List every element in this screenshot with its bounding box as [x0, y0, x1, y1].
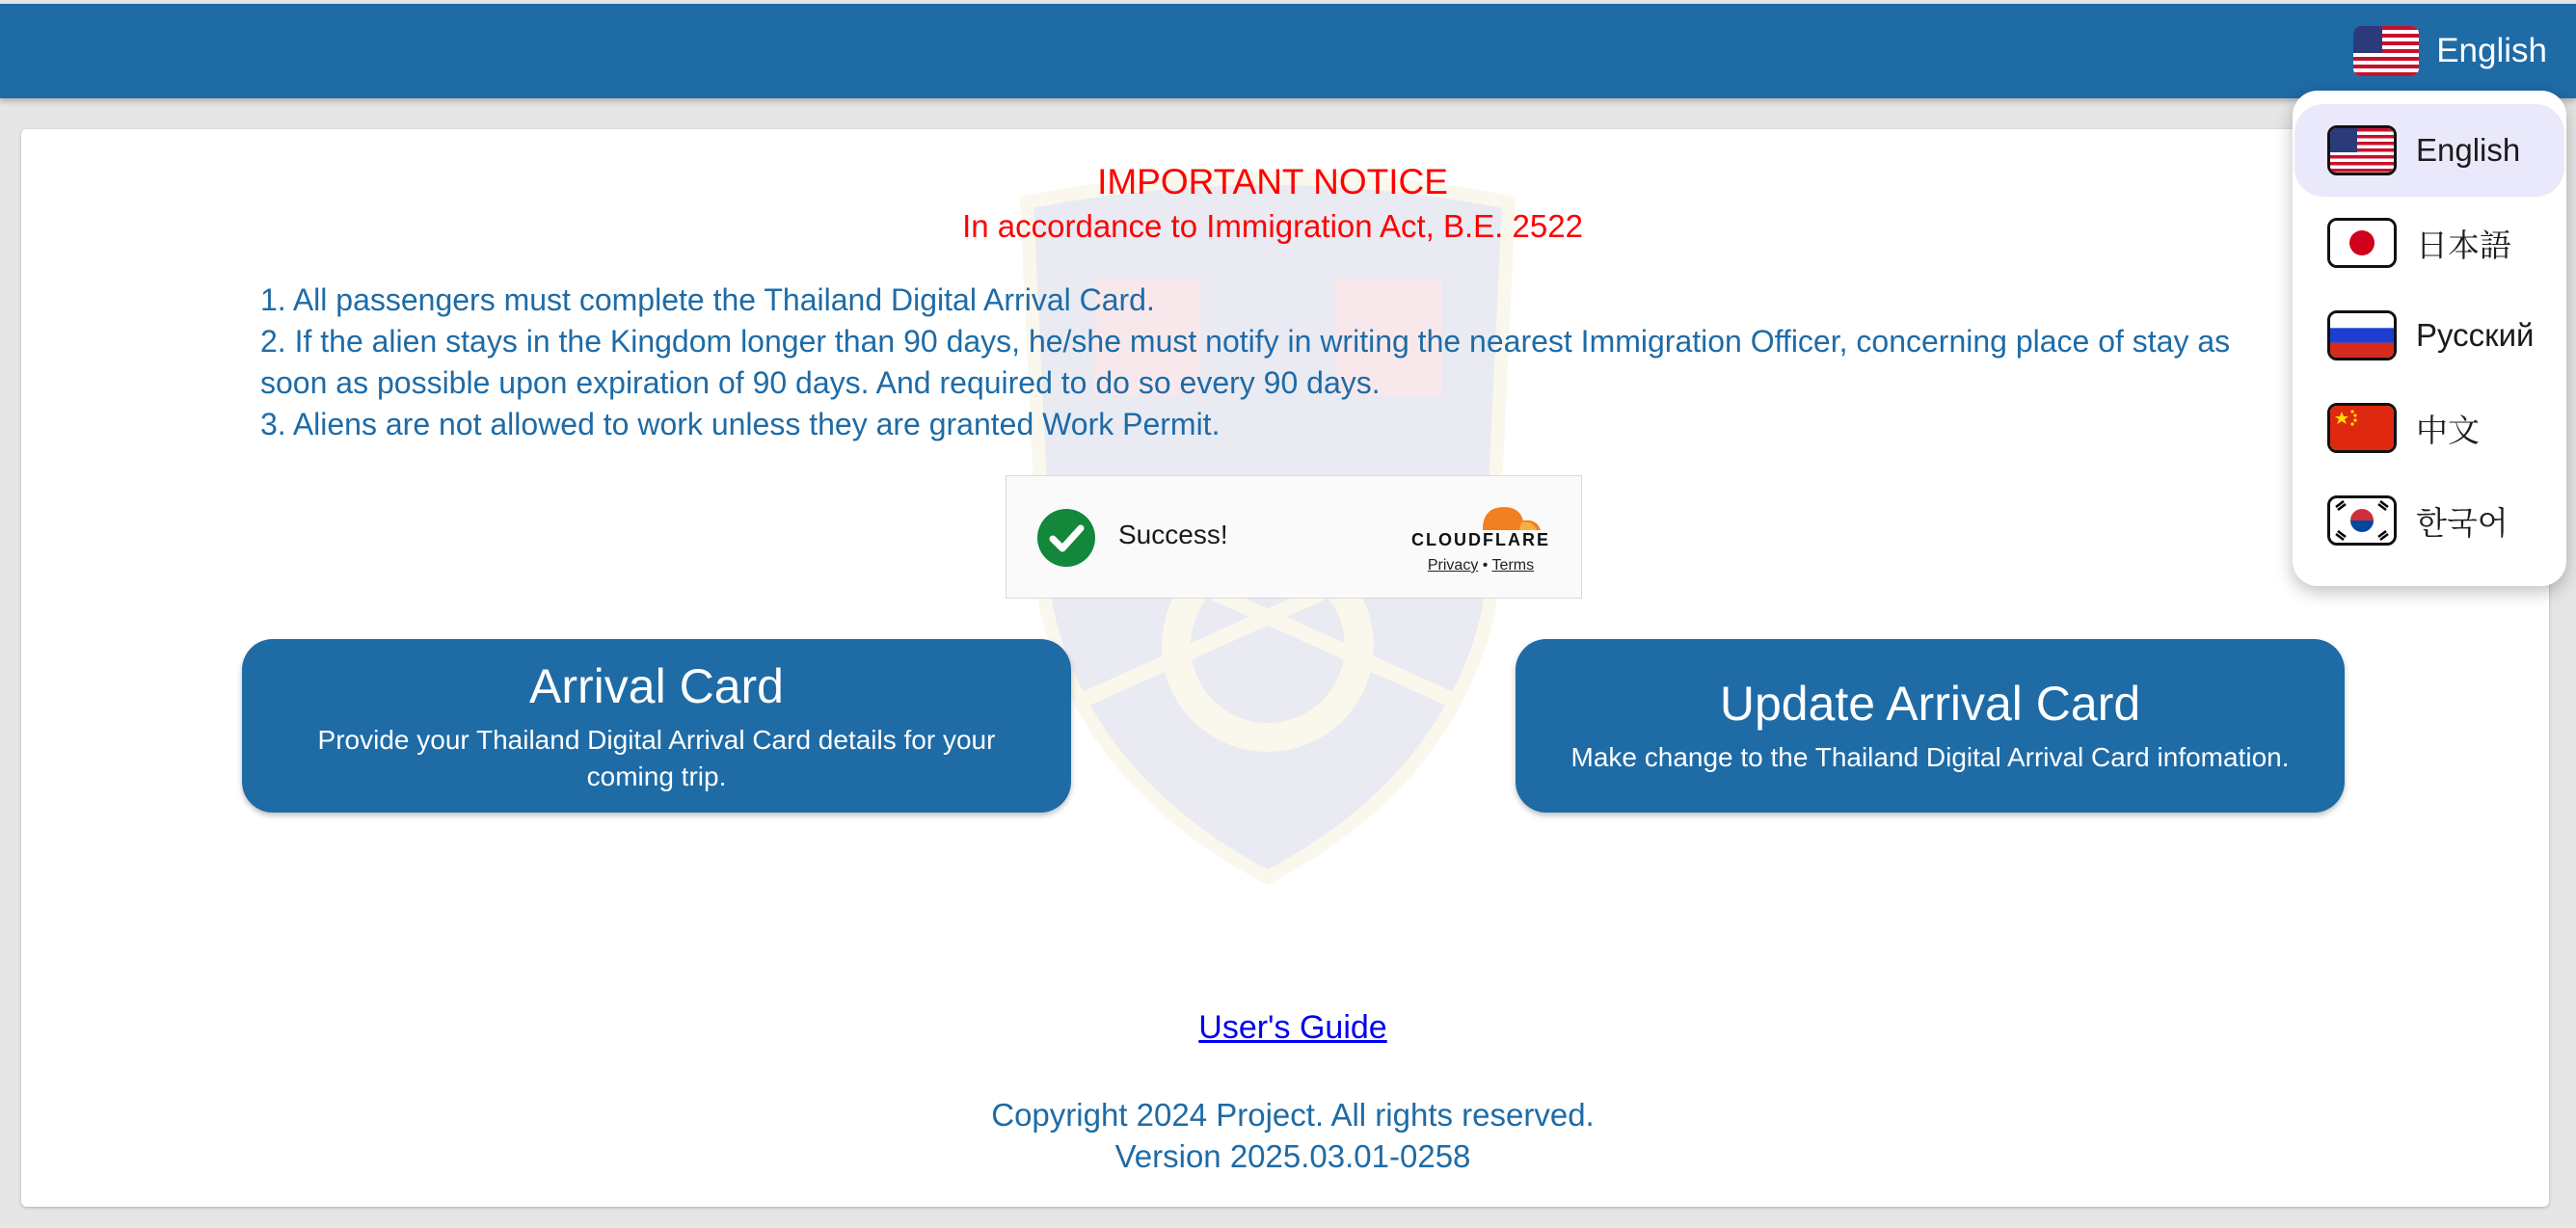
captcha-widget[interactable] — [1006, 475, 1582, 599]
language-selector[interactable] — [2353, 4, 2547, 98]
link-separator: • — [1482, 557, 1489, 574]
rule-item: 2. If the alien stays in the Kingdom longer than 90 days, he/she must notify in writing the nearest Immigration Officer, concerning place of stay as soon as possible upon expiration of 90 days. And required to do so every 90 days. — [260, 324, 2231, 400]
update-arrival-card-description: Make change to the Thailand Digital Arrival Card infomation. — [1570, 742, 2290, 772]
russia-flag-icon — [2327, 310, 2397, 360]
update-arrival-card-title: Update Arrival Card — [1719, 677, 2141, 731]
success-check-icon — [1037, 509, 1095, 567]
privacy-link[interactable]: Privacy — [1427, 557, 1479, 574]
notice-subtitle: In accordance to Immigration Act, B.E. 2522 — [962, 208, 1583, 244]
captcha-links — [1408, 557, 1554, 574]
terms-link[interactable]: Terms — [1491, 557, 1535, 574]
arrival-card-title: Arrival Card — [529, 659, 784, 713]
arrival-card-description: Provide your Thailand Digital Arrival Card details for your coming trip. — [317, 725, 996, 791]
cloudflare-logo-text: CLOUDFLARE — [1411, 530, 1550, 549]
version-text: Version 2025.03.01-0258 — [1114, 1138, 1471, 1174]
language-option-korean[interactable] — [2294, 474, 2564, 567]
language-option-english[interactable] — [2294, 104, 2564, 197]
arrival-card-button[interactable] — [242, 639, 1071, 813]
language-option-label: 日本語 — [2416, 227, 2511, 263]
korea-flag-icon — [2327, 495, 2397, 546]
rule-item: 3. Aliens are not allowed to work unless they are granted Work Permit. — [260, 407, 1221, 441]
language-option-label: 한국어 — [2416, 504, 2509, 541]
rule-item: 1. All passengers must complete the Thailand Digital Arrival Card. — [260, 282, 1155, 317]
us-flag-icon — [2353, 26, 2419, 76]
language-option-russian[interactable] — [2294, 289, 2564, 382]
china-flag-icon — [2327, 403, 2397, 453]
language-option-japanese[interactable] — [2294, 197, 2564, 289]
language-option-chinese[interactable] — [2294, 382, 2564, 474]
notice-title: IMPORTANT NOTICE — [1097, 162, 1448, 201]
captcha-status: Success! — [1118, 520, 1228, 549]
update-arrival-card-button[interactable] — [1516, 639, 2345, 813]
rules-list — [260, 280, 2294, 445]
language-option-label: Русский — [2416, 317, 2535, 353]
top-bar — [0, 4, 2576, 98]
us-flag-icon — [2327, 125, 2397, 175]
language-option-label: 中文 — [2416, 412, 2480, 448]
language-menu — [2293, 91, 2566, 586]
current-language-label: English — [2436, 32, 2547, 69]
users-guide-link[interactable]: User's Guide — [1198, 1009, 1387, 1046]
japan-flag-icon — [2327, 218, 2397, 268]
language-option-label: English — [2416, 132, 2521, 168]
copyright-text: Copyright 2024 Project. All rights reserved. — [991, 1097, 1595, 1133]
